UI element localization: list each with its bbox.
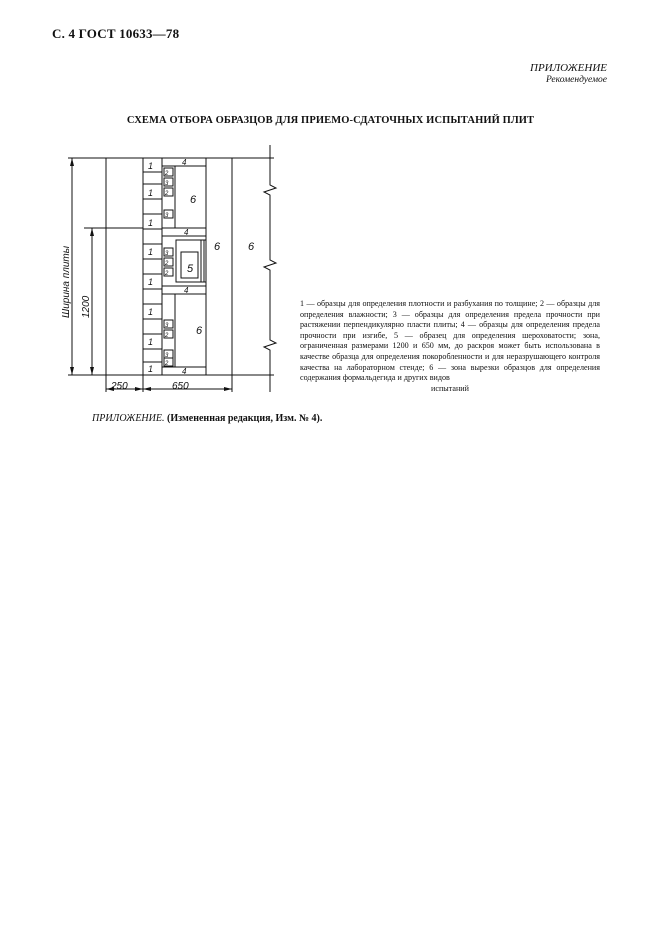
zone-label-2: 2: [165, 171, 169, 177]
svg-text:1: 1: [148, 337, 154, 347]
zone-label-3: 3: [165, 181, 169, 187]
svg-text:1: 1: [148, 247, 154, 257]
appendix-status: Рекомендуемое: [545, 75, 607, 85]
svg-text:2: 2: [165, 261, 169, 267]
svg-text:3: 3: [165, 213, 169, 219]
zone-label-5: 5: [187, 263, 194, 275]
legend-text: 1 — образцы для определения плотности и разбухания по толщине; 2 — образцы для определения влажности; 3 — образцы для определения предела прочности при растяжении перпендикулярно пласти плиты; 4 — образцы для определения предела прочности при изгибе, 5 — образец для определения шероховатости; зона, ограниченная размерами 1200 и 650 мм, до раскроя может быть использована в качестве образца для определения покоробленности и для неразрушающего контроля качества на лабораторном стенде; 6 — зона вырезки образцов для определения содержания формальдегида и других видов: [300, 299, 600, 383]
svg-text:6: 6: [196, 325, 203, 337]
zone-label-6: 6: [190, 194, 197, 206]
zone-label-1: 1: [148, 161, 154, 171]
footer-note-label: ПРИЛОЖЕНИЕ.: [92, 413, 165, 424]
svg-text:1: 1: [148, 364, 154, 374]
svg-text:3: 3: [165, 251, 169, 257]
document-title: СХЕМА ОТБОРА ОБРАЗЦОВ ДЛЯ ПРИЕМО-СДАТОЧНЫХ ИСПЫТАНИЙ ПЛИТ: [126, 115, 535, 126]
svg-text:3: 3: [165, 323, 169, 329]
appendix-title: ПРИЛОЖЕНИЕ: [530, 62, 607, 74]
svg-text:1: 1: [148, 307, 154, 317]
footer-note-revision: (Измененная редакция, Изм. № 4).: [167, 413, 323, 424]
svg-text:2: 2: [165, 361, 169, 367]
svg-text:6: 6: [248, 241, 255, 253]
svg-text:2: 2: [165, 191, 169, 197]
zone-label-4: 4: [182, 158, 187, 167]
break-line: [264, 145, 276, 392]
svg-text:2: 2: [165, 271, 169, 277]
plate-width-label: Ширина плиты: [61, 245, 72, 318]
svg-text:1: 1: [148, 218, 154, 228]
svg-text:1: 1: [148, 188, 154, 198]
dimension-250: 250: [111, 381, 128, 392]
legend: [300, 299, 600, 394]
dimension-650: 650: [172, 381, 189, 392]
svg-text:4: 4: [184, 286, 189, 295]
svg-text:1: 1: [148, 277, 154, 287]
svg-text:4: 4: [182, 367, 187, 376]
page-header: С. 4 ГОСТ 10633—78: [52, 26, 180, 41]
svg-text:2: 2: [165, 333, 169, 339]
svg-text:3: 3: [165, 353, 169, 359]
svg-text:4: 4: [184, 228, 189, 237]
dimension-1200: 1200: [81, 295, 92, 318]
svg-text:6: 6: [214, 241, 221, 253]
footer-note: [92, 413, 322, 424]
legend-last-line: испытаний: [431, 383, 469, 393]
